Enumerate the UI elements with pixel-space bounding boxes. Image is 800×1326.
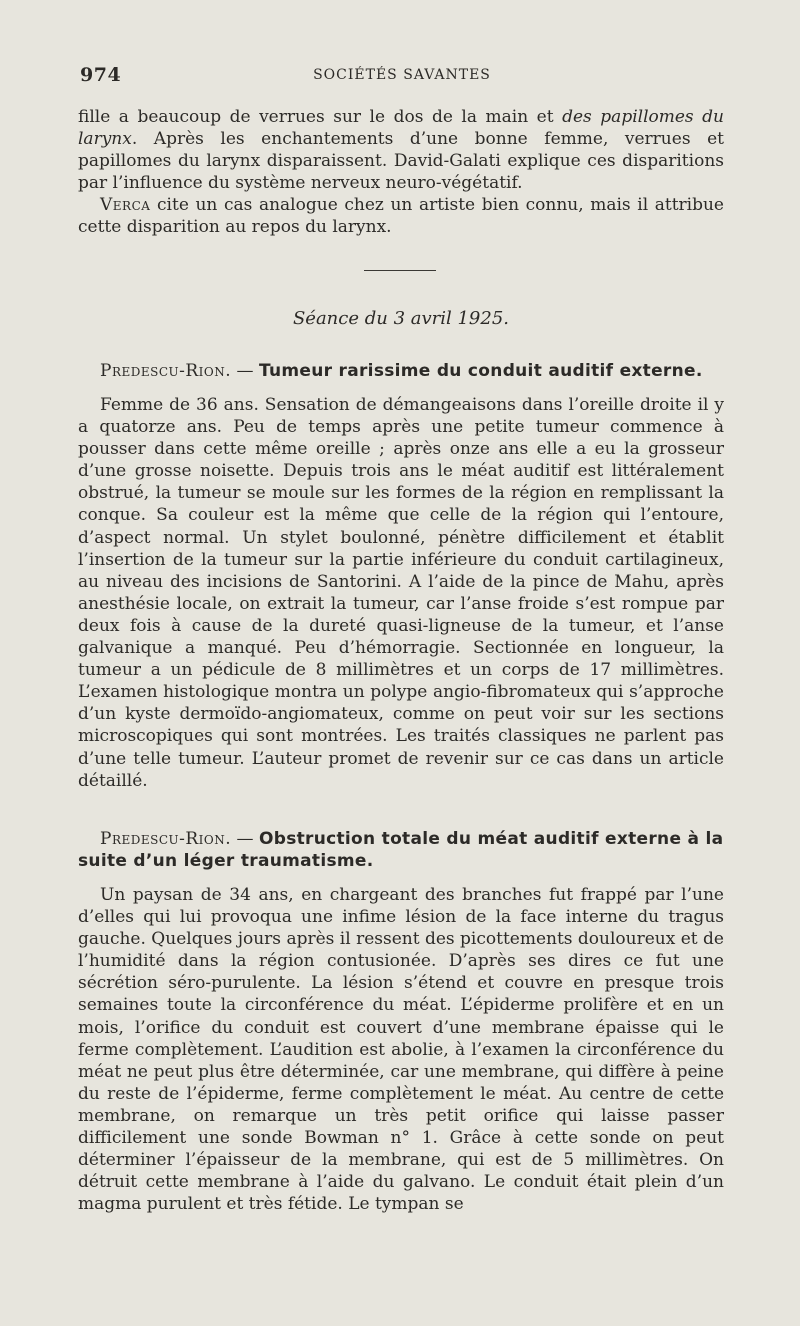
article-1-author: Predescu-Rion.: [100, 361, 232, 381]
article-1-body: Femme de 36 ans. Sensation de démangeaisons dans l’oreille droite il y a quatorze ans. Peu de temps après une petite tumeur commence à pousser dans cette même oreille ; après onze ans elle a eu la grosseur d’une grosse noisette. Depuis trois ans le méat auditif est littéralement obstrué, la tumeur se moule sur les formes de la région en remplissant la conque. Sa couleur est la même que celle de la région qui l’entoure, d’aspect normal. Un stylet boulonné, pénètre difficilement et établit l’insertion de la tumeur sur la partie inférieure du conduit cartilagineux, au niveau des incisions de Santorini. A l’aide de la pince de Mahu, après anesthésie locale, on extrait la tumeur, car l’anse froide s’est rompue par deux fois à cause de la dureté quasi-ligneuse de la tumeur, et l’anse galvanique a manqué. Peu d’hémorragie. Sectionnée en longueur, la tumeur a un pédicule de 8 millimètres et un corps de 17 millimètres. L’examen histologique montra un polype angio-fibromateux qui s’approche d’un kyste dermoïdo-angiomateux, comme on peut voir sur les sections microscopiques qui sont montrées. Les traités classiques ne parlent pas d’une telle tumeur. L’auteur promet de revenir sur ce cas dans un article détaillé.: [78, 395, 724, 791]
article-2: [78, 828, 724, 1215]
session-title: Séance du 3 avril 1925.: [292, 308, 510, 329]
page-number: 974: [80, 64, 122, 86]
intro-paragraph-1: fille a beaucoup de verrues sur le dos de la main et des papillomes du larynx. Après les enchantements d’une bonne femme, verrues et papillomes du larynx disparaissent. David-Galati explique ces disparitions par l’influence du système nerveux neuro-végétatif.: [78, 107, 725, 194]
intro-paragraph-2: Verca cite un cas analogue chez un artiste bien connu, mais il attribue cette disparition au repos du larynx.: [78, 195, 724, 238]
article-2-body: Un paysan de 34 ans, en chargeant des branches fut frappé par l’une d’elles qui lui provoqua une infime lésion de la face interne du tragus gauche. Quelques jours après il ressent des picottements douloureux et de l’humidité dans la région contusionée. D’après ses dires ce fut une sécrétion séro-purulente. La lésion s’étend et couvre en presque trois semaines toute la circonférence du méat. L’épiderme prolifère et en un mois, l’orifice du conduit est couvert d’une membrane épaisse qui le ferme complètement. L’audition est abolie, à l’examen la circonférence du méat ne peut plus être déterminée, car une membrane, qui diffère à peine du reste de l’épiderme, ferme complètement le méat. Au centre de cette membrane, on remarque un très petit orifice qui laisse passer difficilement une sonde Bowman n° 1. Grâce à cette sonde on peut déterminer l’épaisseur de la membrane, qui est de 5 millimètres. On détruit cette membrane à l’aide du galvano. Le conduit était plein d’un magma purulent et très fétide. Le tympan se: [78, 885, 724, 1215]
article-2-heading: Predescu-Rion. — Obstruction totale du méat auditif externe à la suite d’un léger traumatisme.: [78, 829, 724, 871]
article-1-heading: Predescu-Rion. — Tumeur rarissime du conduit auditif externe.: [100, 361, 703, 381]
article-1: [78, 360, 724, 792]
article-2-title: Obstruction totale du méat auditif externe à la suite d’un léger traumatisme.: [78, 829, 724, 871]
section-divider: [364, 270, 436, 271]
running-head: SOCIÉTÉS SAVANTES: [313, 67, 491, 83]
article-2-author: Predescu-Rion.: [100, 829, 232, 849]
intro-section: [78, 106, 724, 239]
author-name: Verca: [100, 195, 151, 216]
page-header: [80, 64, 724, 88]
italic-phrase: des papillomes du larynx: [78, 107, 725, 150]
article-1-title: Tumeur rarissime du conduit auditif externe.: [258, 361, 703, 381]
